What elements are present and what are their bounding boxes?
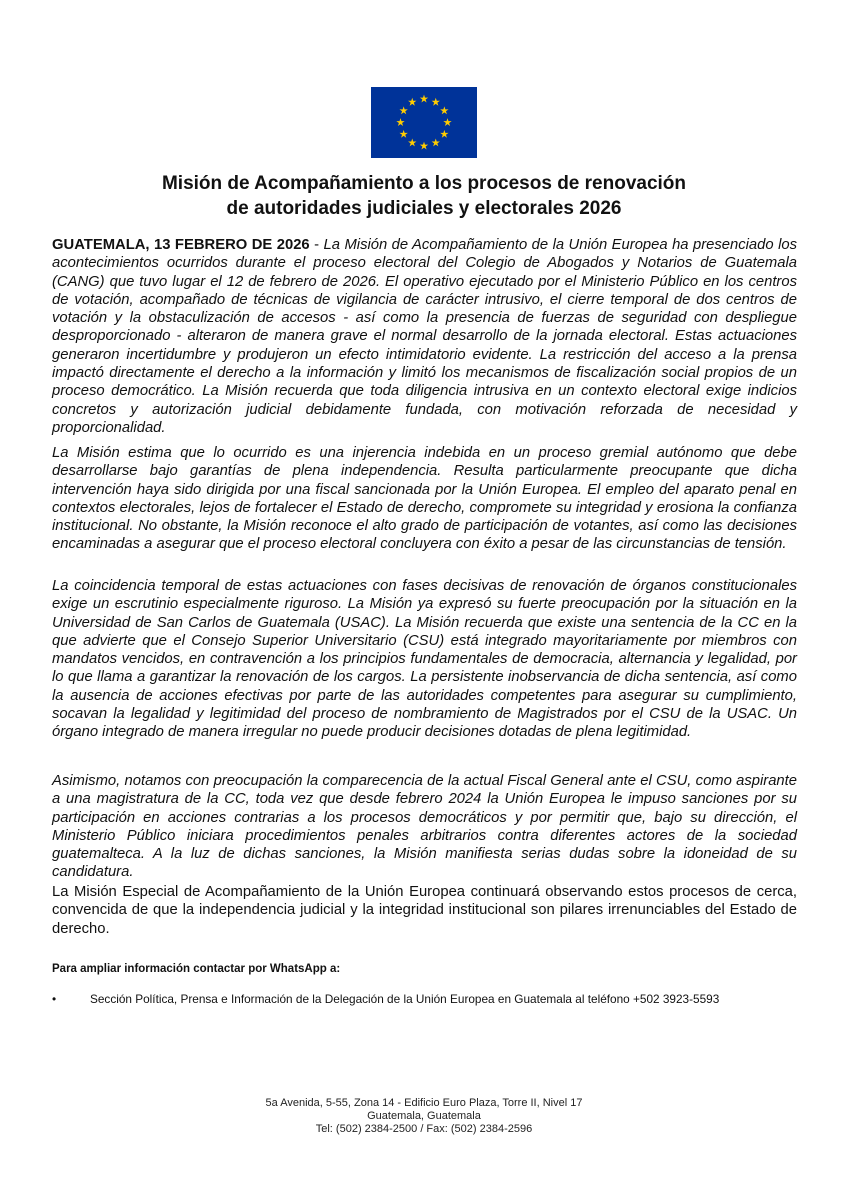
paragraph-4: Asimismo, notamos con preocupación la comparecencia de la actual Fiscal General ante el CSU, como aspirante a una magistratura de la CC, toda vez que desde febrero 2024 la Unión Europea le impuso sanciones por su participación en acciones contrarias a los procesos democráticos y por permitir que, bajo su dirección, el Ministerio Público iniciara procedimientos penales arbitrarios contra diferentes actores de la sociedad guatemalteca. A la luz de dichas sanciones, la Misión manifiesta serias dudas sobre la idoneidad de su candidatura. bbox=[52, 773, 797, 881]
paragraph-2: La Misión estima que lo ocurrido es una injerencia indebida en un proceso gremial autónomo que debe desarrollarse bajo garantías de plena independencia. Resulta particularmente preocupante que dicha intervención haya sido dirigida por una fiscal sancionada por la Unión Europea. El empleo del aparato penal en contextos electorales, lejos de fortalecer el Estado de derecho, compromete su integridad y erosiona la confianza institucional. No obstante, la Misión reconoce el alto grado de participación de votantes, así como las decisiones encaminadas a asegurar que el proceso electoral concluyera con éxito a pesar de las circunstancias de tensión. bbox=[52, 445, 797, 553]
bullet-icon: • bbox=[52, 992, 57, 1006]
paragraph-3: La coincidencia temporal de estas actuaciones con fases decisivas de renovación de órganos constitucionales exige un escrutinio especialmente riguroso. La Misión ya expresó su fuerte preocupación por la situación en la Universidad de San Carlos de Guatemala (USAC). La Misión recuerda que existe una sentencia de la CC en la que advierte que el Consejo Superior Universitario (CSU) está integrado mayoritariamente por miembros con mandatos vencidos, en contravención a los principios fundamentales de democracia, alternancia y legalidad, por lo que llama a garantizar la renovación de los cargos. La persistente inobservancia de dicha sentencia, así como la ausencia de acciones efectivas por parte de las autoridades competentes para asegurar su cumplimiento, socavan la legalidad y legitimidad del proceso de nombramiento de Magistrados por el CSU de la USAC. Un órgano integrado de manera irregular no puede producir decisiones dotadas de plena legitimidad. bbox=[52, 578, 797, 741]
document-title-line-2: de autoridades judiciales y electorales 2026 bbox=[226, 198, 622, 219]
footer-phone: Tel: (502) 2384-2500 / Fax: (502) 2384-2596 bbox=[315, 1123, 533, 1135]
document-title-line-1: Misión de Acompañamiento a los procesos de renovación bbox=[161, 173, 687, 194]
footer-city: Guatemala, Guatemala bbox=[367, 1110, 481, 1122]
eu-flag-icon bbox=[371, 87, 477, 158]
dateline-separator: - bbox=[309, 237, 324, 253]
contact-heading: Para ampliar información contactar por WhatsApp a: bbox=[52, 963, 341, 975]
paragraph-5: La Misión Especial de Acompañamiento de la Unión Europea continuará observando estos procesos de cerca, convencida de que la independencia judicial y la integridad institucional son pilares irrenunciables del Estado de derecho. bbox=[52, 884, 797, 937]
contact-item-text: Sección Política, Prensa e Información de la Delegación de la Unión Europea en Guatemala al teléfono +502 3923-5593 bbox=[90, 992, 720, 1006]
footer-address: 5a Avenida, 5-55, Zona 14 - Edificio Euro Plaza, Torre II, Nivel 17 bbox=[265, 1097, 583, 1109]
dateline: GUATEMALA, 13 FEBRERO DE 2026 bbox=[52, 237, 310, 253]
paragraph-1 bbox=[52, 236, 797, 437]
eu-flag-logo bbox=[371, 87, 477, 158]
paragraph-1-body: La Misión de Acompañamiento de la Unión Europea ha presenciado los acontecimientos ocurridos durante el proceso electoral del Colegio de Abogados y Notarios de Guatemala (CANG) que tuvo lugar el 12 de febrero de 2026. El operativo ejecutado por el Ministerio Público en los centros de votación, acompañado de técnicas de vigilancia de carácter intrusivo, el cierre temporal de dos centros de votación y la obstaculización de accesos - así como la presencia de fuerzas de seguridad con despliegue desproporcionado - alteraron de manera grave el normal desarrollo de la jornada electoral. Estas actuaciones generaron incertidumbre y produjeron un efecto intimidatorio evidente. La restricción del acceso a la prensa impactó directamente el derecho a la información y limitó los mecanismos de fiscalización social propios de un proceso democrático. La Misión recuerda que toda diligencia intrusiva en un contexto electoral exige indicios concretos y autorización judicial debidamente fundada, con motivación reforzada de necesidad y proporcionalidad. bbox=[52, 237, 797, 436]
